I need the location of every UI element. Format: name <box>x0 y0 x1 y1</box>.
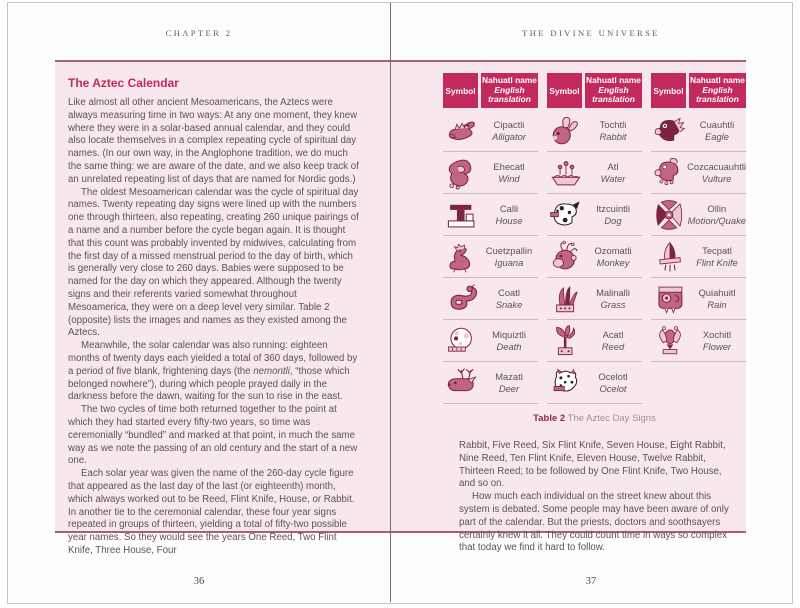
paragraph: Like almost all other ancient Mesoamericans, the Aztecs were always measuring time in two ways: At any one moment, they knew where they were in a solar-based annual calendar, and they could also locate themselves in a complex repeating cycle of spiritual day names. (In our own way, in the Anglophone tradition, we do much the same thing: we are aware of the date, and we also keep track of an unrelated repeating list of days that are named for Nordic gods.) <box>68 97 359 185</box>
day-sign-names <box>480 161 538 185</box>
english-translation: Deer <box>498 382 520 394</box>
day-sign-names <box>688 329 746 353</box>
section-title: The Aztec Calendar <box>68 76 179 90</box>
left-content-panel <box>55 60 390 556</box>
paragraph: Meanwhile, the solar calendar was also running: eighteen months of twenty days each yielded a total of 360 days, followed by a period of five blank, frightening days (the nemontli, “those which belonged nowhere”), during which people prayed daily in the darkness before the dawn, waiting for the sun to rise in the east. <box>68 340 358 403</box>
alligator-glyph <box>443 113 480 149</box>
table-caption-text: The Aztec Day Signs <box>567 413 656 424</box>
day-sign-names <box>480 203 538 227</box>
paragraph: Each solar year was given the name of the 260-day cycle figure that appeared as the last day of the last (or eighteenth) month, which always worked out to be Reed, Flint Knife, House, or Rabbit. In another tie to the ceremonial calendar, these four year signs repeated in groups of thirteen, yielding a total of fifty-two possible year names. So they would see the years One Reed, Two Flint Knife, Three House, Four <box>68 468 355 556</box>
page-number-left: 36 <box>193 576 205 587</box>
day-sign-names <box>480 119 538 143</box>
english-translation: Iguana <box>494 256 524 268</box>
english-translation: Ocelot <box>599 382 627 394</box>
water-glyph <box>547 155 584 191</box>
nahuatl-name: Acatl <box>602 328 624 340</box>
english-translation: Eagle <box>705 130 729 142</box>
english-translation: Dog <box>604 214 622 226</box>
dog-glyph <box>547 197 584 233</box>
day-signs-column-group <box>547 73 642 404</box>
nahuatl-name: Itzcuintli <box>596 202 630 214</box>
nahuatl-name: Miquiztli <box>492 328 526 340</box>
day-sign-row <box>443 152 538 194</box>
page-gutter-divider <box>390 3 391 602</box>
english-translation: Motion/Quake <box>687 214 746 226</box>
day-sign-names <box>584 119 642 143</box>
motion-glyph <box>651 197 688 233</box>
paragraph: The oldest Mesoamerican calendar was the cycle of spiritual day names. Twenty repeating day signs were lined up with the numbers one through thirteen, also repeating, creating 260 unique pairings of a name and a number before the cycle began again. It is thought that this count was probably invented by midwives, calculating from the first day of a missed menstrual period to the day of birth, which is generally very close to 260 days. Babies were supposed to be named for the day on which they appeared. Although the twenty signs and their referents varied somewhat throughout Mesoamerica, they were on a deep level very similar. Table 2 (opposite) lists the images and names as they existed among the Aztecs. <box>68 186 359 339</box>
nahuatl-name: Tochtli <box>599 118 627 130</box>
flint-knife-glyph <box>651 239 688 275</box>
paragraph: The two cycles of time both returned together to the point at which they had started every fifty-two years, so time was ceremonially “bundled” and marked at that point, in much the same way as we note the passing of an old century and the start of a new one. <box>68 404 358 467</box>
iguana-glyph <box>443 239 480 275</box>
nahuatl-name: Calli <box>499 202 519 214</box>
day-sign-row <box>547 110 642 152</box>
english-translation: Wind <box>498 172 520 184</box>
day-sign-row <box>443 110 538 152</box>
ocelot-glyph <box>547 365 584 401</box>
english-translation: Water <box>600 172 626 184</box>
day-sign-names <box>584 287 642 311</box>
table-header-name: Nahuatl name English translation <box>481 73 538 108</box>
day-signs-column-group <box>651 73 746 404</box>
rain-glyph <box>651 281 688 317</box>
day-sign-row <box>547 194 642 236</box>
day-sign-row <box>651 152 746 194</box>
day-signs-table <box>443 73 746 404</box>
flower-glyph <box>651 323 688 359</box>
monkey-glyph <box>547 239 584 275</box>
day-sign-row <box>443 320 538 362</box>
nahuatl-name: Cuetzpallin <box>485 244 533 256</box>
table-header-name: Nahuatl name English translation <box>689 73 746 108</box>
day-sign-names <box>480 245 538 269</box>
table-header-symbol: Symbol <box>547 73 582 108</box>
day-sign-row <box>547 320 642 362</box>
table-header-name: Nahuatl name English translation <box>585 73 642 108</box>
nahuatl-name: Cozcacuauhtli <box>687 160 746 172</box>
death-glyph <box>443 323 480 359</box>
running-head-section: THE DIVINE UNIVERSE <box>522 28 660 38</box>
eagle-glyph <box>651 113 688 149</box>
day-sign-names <box>688 287 746 311</box>
english-translation: Grass <box>600 298 626 310</box>
page-number-right: 37 <box>585 576 597 587</box>
day-sign-row <box>651 194 746 236</box>
day-sign-row <box>651 236 746 278</box>
day-sign-row <box>443 236 538 278</box>
day-sign-row <box>443 278 538 320</box>
english-translation: House <box>495 214 523 226</box>
english-translation: Reed <box>601 340 625 352</box>
nahuatl-name: Atl <box>607 160 619 172</box>
day-sign-names <box>480 371 538 395</box>
day-sign-names <box>584 203 642 227</box>
vulture-glyph <box>651 155 687 191</box>
english-translation: Vulture <box>701 172 732 184</box>
table-caption-label: Table 2 <box>533 413 566 424</box>
english-translation: Flint Knife <box>696 256 738 268</box>
nahuatl-name: Mazatl <box>495 370 523 382</box>
running-head-chapter: CHAPTER 2 <box>165 28 233 38</box>
nahuatl-name: Cuauhtli <box>699 118 735 130</box>
english-translation: Monkey <box>596 256 630 268</box>
right-body-text <box>459 440 736 555</box>
right-content-panel <box>390 60 746 554</box>
day-sign-row <box>547 152 642 194</box>
wind-glyph <box>443 155 480 191</box>
day-sign-row <box>443 194 538 236</box>
english-translation: Death <box>496 340 522 352</box>
day-sign-row <box>443 362 538 404</box>
paragraph: How much each individual on the street knew about this system is debated. Some people may have been aware of only part of the calendar. But the priests, doctors and soothsayers certainly knew it all. They could count time in ways so complex that today we find it hard to follow. <box>459 491 729 554</box>
english-translation: Rabbit <box>599 130 627 142</box>
english-translation: Flower <box>702 340 732 352</box>
reed-glyph <box>547 323 584 359</box>
nahuatl-name: Ozomatli <box>594 244 632 256</box>
nahuatl-name: Ehecatl <box>493 160 525 172</box>
table-header-symbol: Symbol <box>651 73 686 108</box>
day-sign-names <box>688 119 746 143</box>
nahuatl-name: Xochitl <box>702 328 732 340</box>
table-header-symbol: Symbol <box>443 73 478 108</box>
day-sign-row <box>547 236 642 278</box>
house-glyph <box>443 197 480 233</box>
day-sign-row <box>651 278 746 320</box>
nahuatl-name: Quiahuitl <box>698 286 736 298</box>
nahuatl-name: Ocelotl <box>598 370 628 382</box>
nahuatl-name: Malinalli <box>596 286 630 298</box>
day-sign-row <box>651 110 746 152</box>
english-translation: Alligator <box>492 130 526 142</box>
day-sign-names <box>687 161 746 185</box>
day-sign-names <box>688 203 746 227</box>
day-sign-names <box>584 329 642 353</box>
day-sign-row <box>651 320 746 362</box>
grass-glyph <box>547 281 584 317</box>
english-translation: Snake <box>495 298 523 310</box>
paragraph: Rabbit, Five Reed, Six Flint Knife, Seven House, Eight Rabbit, Nine Reed, Ten Flint Knife, Eleven House, Twelve Rabbit, Thirteen Reed; to be followed by One Flint Knife, Two House, and so on. <box>459 440 726 490</box>
nahuatl-name: Ollin <box>707 202 727 214</box>
day-sign-names <box>480 329 538 353</box>
day-sign-row <box>547 278 642 320</box>
snake-glyph <box>443 281 480 317</box>
deer-glyph <box>443 365 480 401</box>
table-caption <box>443 413 746 424</box>
left-body-text <box>68 97 360 558</box>
day-sign-names <box>584 161 642 185</box>
day-sign-names <box>584 371 642 395</box>
english-translation: Rain <box>707 298 727 310</box>
rabbit-glyph <box>547 113 584 149</box>
nahuatl-name: Tecpatl <box>702 244 732 256</box>
nahuatl-name: Coatl <box>498 286 520 298</box>
day-signs-column-group <box>443 73 538 404</box>
day-sign-names <box>480 287 538 311</box>
day-sign-names <box>584 245 642 269</box>
day-sign-row <box>547 362 642 404</box>
nahuatl-name: Cipactli <box>493 118 525 130</box>
day-sign-names <box>688 245 746 269</box>
